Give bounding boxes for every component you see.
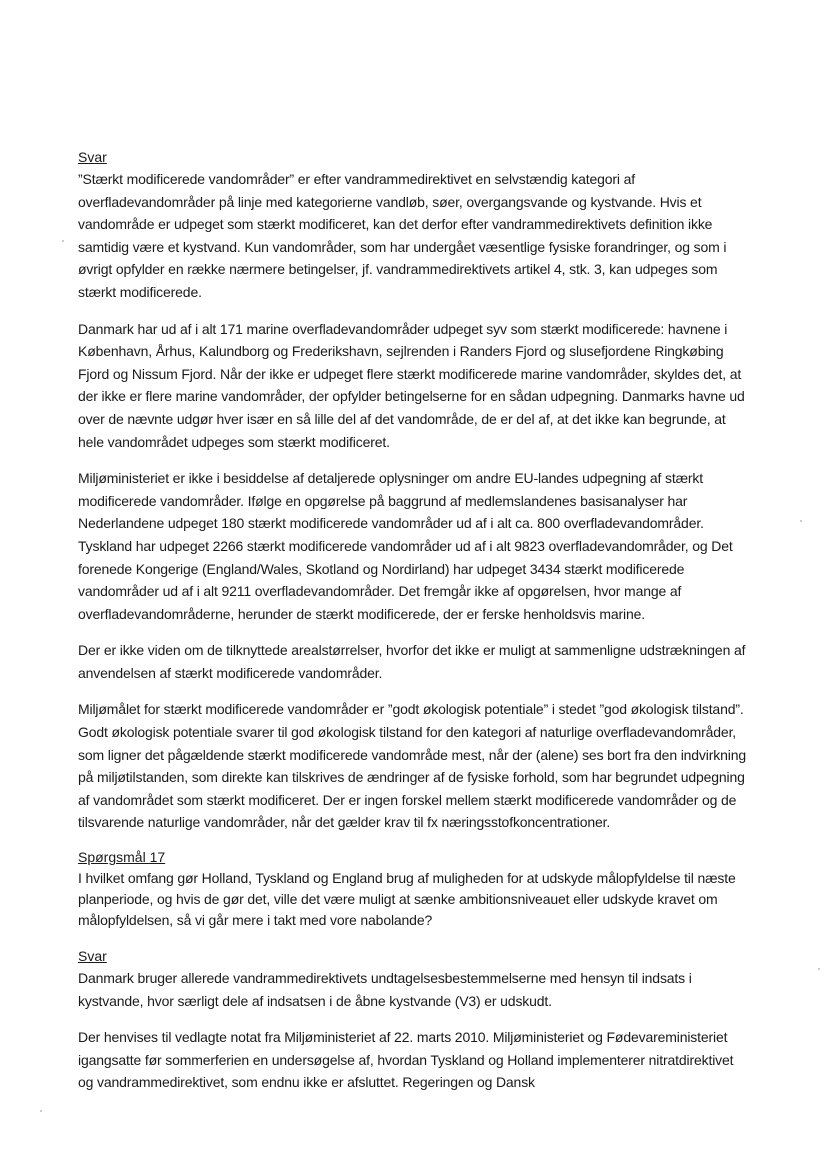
- answer-paragraph: Der henvises til vedlagte notat fra Miljøministeriet af 22. marts 2010. Miljøministeriet og Fødevareministeriet igangsatte før sommerferien en undersøgelse af, hvordan Tyskland og Holland implementerer nitratdirektivet og vandrammedirektivet, som endnu ikke er afsluttet. Regeringen og Dansk: [78, 1029, 734, 1091]
- answer-paragraph: Danmark bruger allerede vandrammedirektivets undtagelsesbestemmelserne med hensyn til indsats i kystvande, hvor særligt dele af indsatsen i de åbne kystvande (V3) er udskudt.: [78, 970, 692, 1009]
- answer-heading: Svar: [78, 149, 107, 165]
- scan-speck: [40, 1110, 42, 1112]
- scan-speck: [800, 520, 802, 522]
- answer-paragraph: Miljømålet for stærkt modificerede vandområder er ”godt økologisk potentiale” i stedet ”god økologisk tilstand”. Godt økologisk potentiale svarer til god økologisk tilstand for den kategori af naturlige overfladevandområder, som ligner det pågældende stærkt modificerede vandområde mest, når der (alene) ses bort fra den indvirkning på miljøtilstanden, som direkte kan tilskrives de ændringer af de fysiske forhold, som har begrundet udpegning af vandområdet som stærkt modificeret. Der er ingen forskel mellem stærkt modificerede vandområder og de tilsvarende naturlige vandområder, når det gælder krav til fx næringsstofkoncentrationer.: [78, 701, 746, 831]
- question-text: I hvilket omfang gør Holland, Tyskland og England brug af muligheden for at udskyde målopfyldelse til næste planperiode, og hvis de gør det, ville det være muligt at sænke ambitionsniveauet eller udskyde kravet om målopfyldelsen, så vi går mere i takt med vore nabolande?: [78, 870, 736, 929]
- question-heading: Spørgsmål 17: [78, 849, 166, 866]
- answer-section-1: [78, 146, 752, 834]
- answer-paragraph: Miljøministeriet er ikke i besiddelse af detaljerede oplysninger om andre EU-landes udpegning af stærkt modificerede vandområder. Ifølge en opgørelse på baggrund af medlemslandenes basisanalyser har Nederlandene udpeget 180 stærkt modificerede vandområder ud af i alt ca. 800 overfladevandområder. Tyskland har udpeget 2266 stærkt modificerede vandområder ud af i alt 9823 overfladevandområder, og Det forenede Kongerige (England/Wales, Skotland og Nordirland) har udpeget 3434 stærkt modificerede vandområder ud af i alt 9211 overfladevandområder. Det fremgår ikke af opgørelsen, hvor mange af overfladevandområderne, herunder de stærkt modificerede, der er ferske henholdsvis marine.: [78, 470, 733, 622]
- answer-heading: Svar: [78, 948, 107, 965]
- answer-paragraph: ”Stærkt modificerede vandområder” er efter vandrammedirektivet en selvstændig kategori af overfladevandområder på linje med kategorierne vandløb, søer, overgangsvande og kystvande. Hvis et vandområde er udpeget som stærkt modificeret, kan det derfor efter vandrammedirektivets definition ikke samtidig være et kystvand. Kun vandområder, som har undergået væsentlige fysiske forandringer, og som i øvrigt opfylder en række nærmere betingelser, jf. vandrammedirektivets artikel 4, stk. 3, kan udpeges som stærkt modificerede.: [78, 171, 727, 300]
- answer-paragraph: Danmark har ud af i alt 171 marine overfladevandområder udpeget syv som stærkt modificerede: havnene i København, Århus, Kalundborg og Frederikshavn, sejlrenden i Randers Fjord og slusefjordene Ringkøbing Fjord og Nissum Fjord. Når der ikke er udpeget flere stærkt modificerede marine vandområder, skyldes det, at der ikke er flere marine vandområder, der opfylder betingelserne for en sådan udpegning. Danmarks havne ud over de nævnte udgør hver især en så lille del af det vandområde, de er del af, at det ikke kan begrunde, at hele vandområdet udpeges som stærkt modificeret.: [78, 320, 745, 450]
- document-body: [78, 146, 752, 1108]
- answer-section-2: [78, 945, 752, 1094]
- answer-paragraph: Der er ikke viden om de tilknyttede arealstørrelser, hvorfor det ikke er muligt at sammenligne udstrækningen af anvendelsen af stærkt modificerede vandområder.: [78, 642, 746, 681]
- scan-speck: [62, 240, 64, 242]
- question-17-section: [78, 846, 752, 931]
- scan-speck: [818, 968, 820, 970]
